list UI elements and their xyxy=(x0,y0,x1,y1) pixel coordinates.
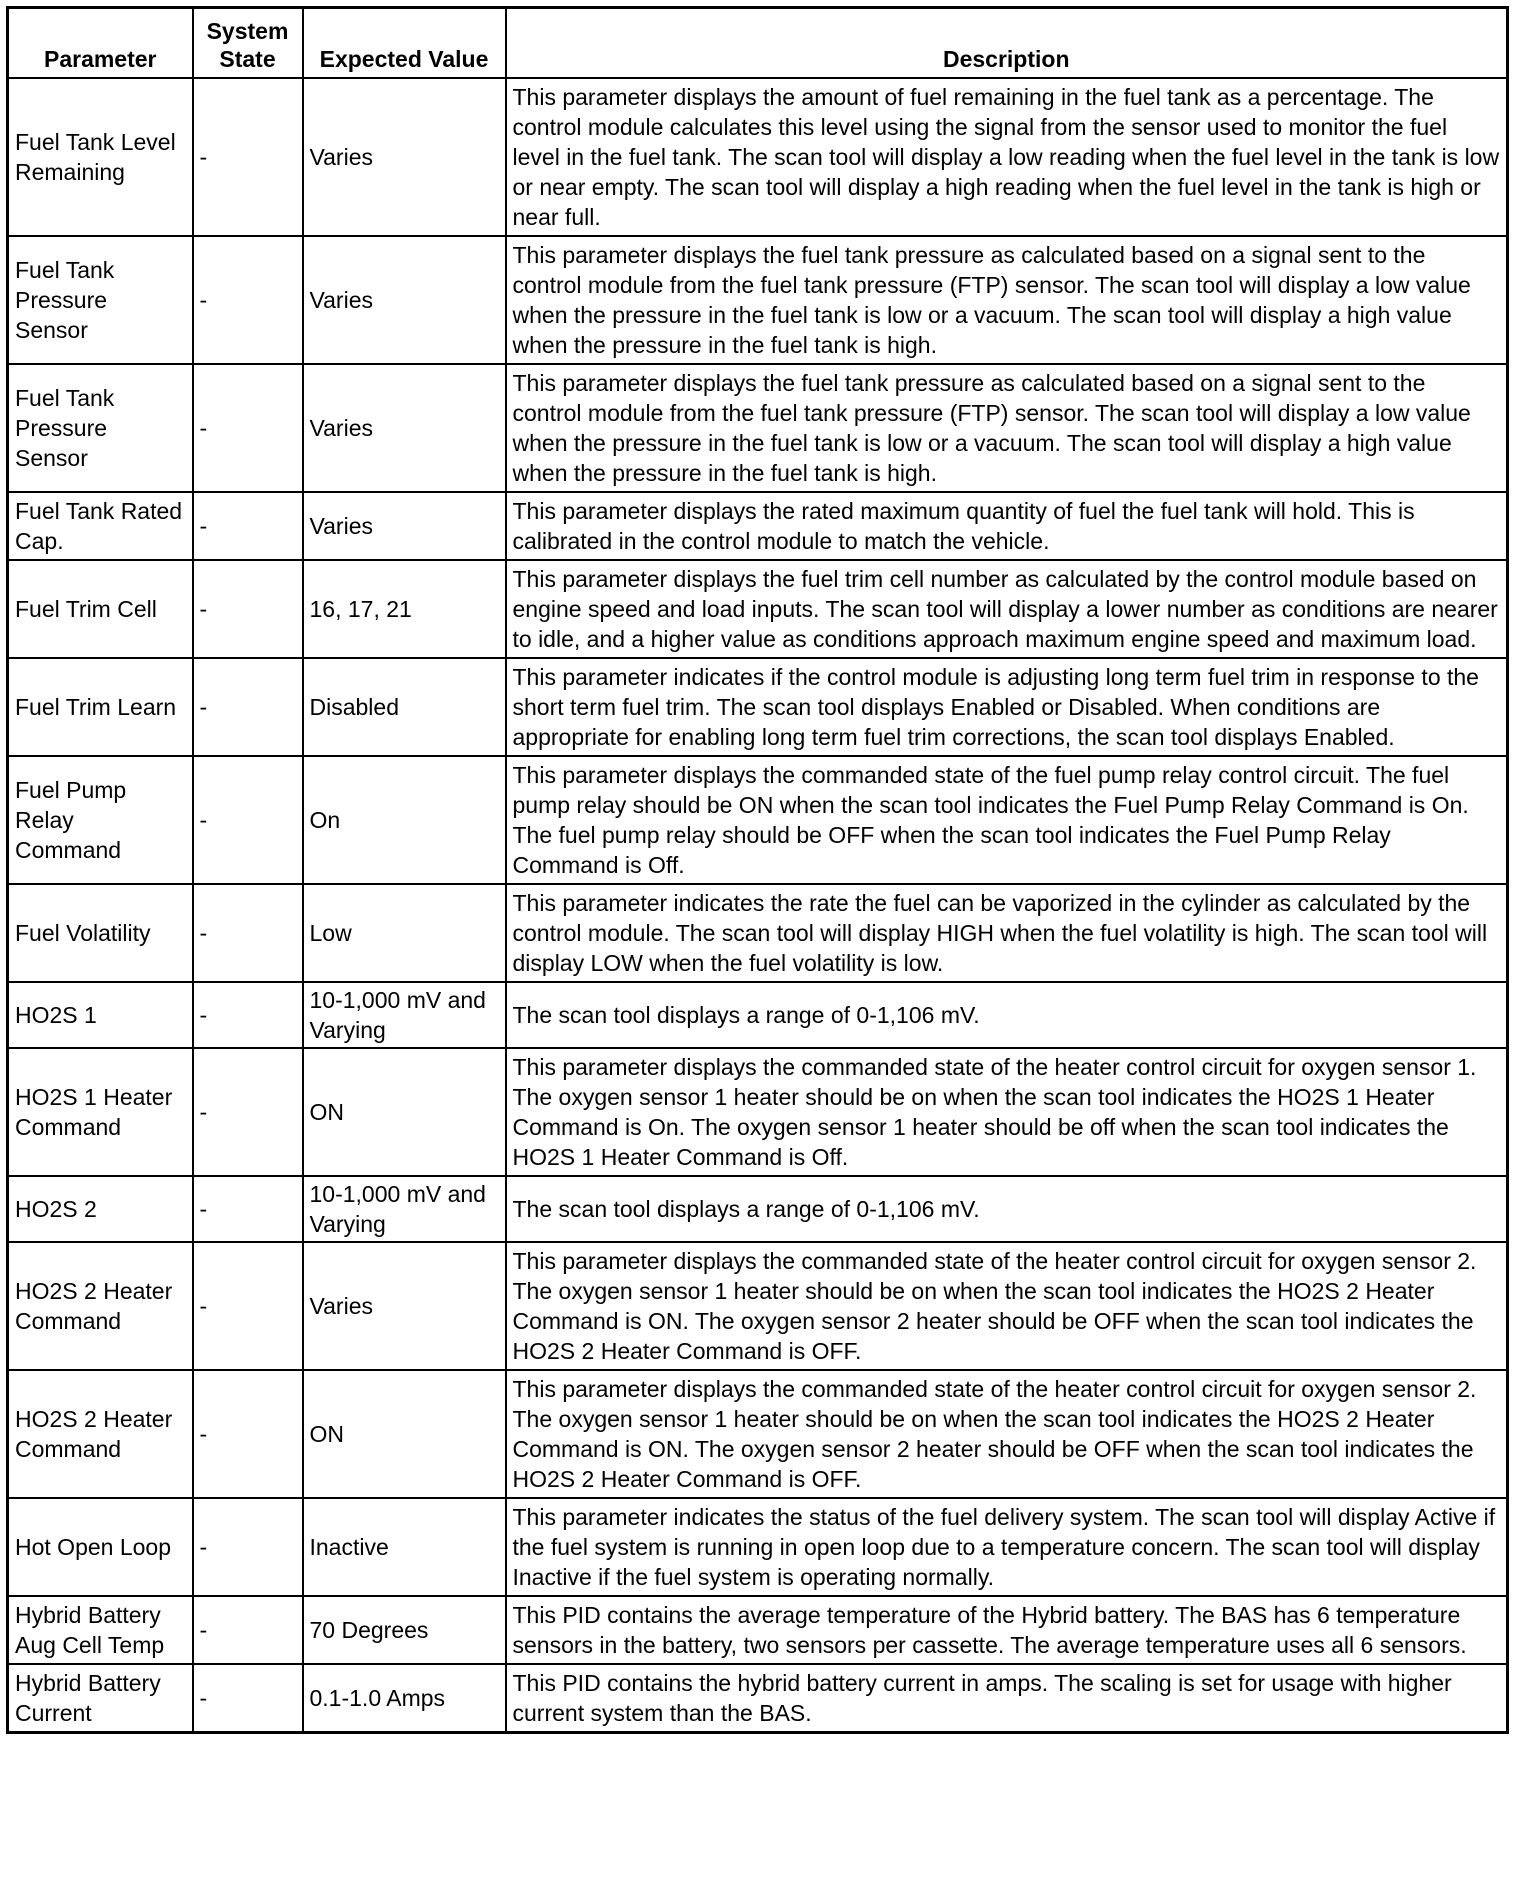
parameter-cell: Fuel Tank Pressure Sensor xyxy=(8,236,193,364)
table-row xyxy=(8,756,1508,884)
system-state-cell: - xyxy=(193,1176,303,1242)
parameter-cell: HO2S 1 Heater Command xyxy=(8,1048,193,1176)
parameter-cell: Fuel Pump Relay Command xyxy=(8,756,193,884)
description-cell: The scan tool displays a range of 0-1,106 mV. xyxy=(506,982,1508,1048)
expected-value-cell: Low xyxy=(303,884,506,982)
header-expected-value: Expected Value xyxy=(303,8,506,79)
system-state-cell: - xyxy=(193,236,303,364)
description-cell: This parameter indicates the status of the fuel delivery system. The scan tool will display Active if the fuel system is running in open loop due to a temperature concern. The scan tool will display Inactive if the fuel system is operating normally. xyxy=(506,1498,1508,1596)
expected-value-cell: 70 Degrees xyxy=(303,1596,506,1664)
description-cell: This parameter displays the commanded state of the heater control circuit for oxygen sensor 2. The oxygen sensor 1 heater should be on when the scan tool indicates the HO2S 2 Heater Command is ON. The oxygen sensor 2 heater should be OFF when the scan tool indicates the HO2S 2 Heater Command is OFF. xyxy=(506,1242,1508,1370)
expected-value-cell: Varies xyxy=(303,236,506,364)
parameter-cell: HO2S 1 xyxy=(8,982,193,1048)
expected-value-cell: ON xyxy=(303,1370,506,1498)
expected-value-cell: 16, 17, 21 xyxy=(303,560,506,658)
system-state-cell: - xyxy=(193,560,303,658)
parameter-table-container xyxy=(6,6,1506,1734)
header-parameter: Parameter xyxy=(8,8,193,79)
table-row xyxy=(8,492,1508,560)
table-row xyxy=(8,78,1508,236)
parameter-cell: Fuel Volatility xyxy=(8,884,193,982)
table-row xyxy=(8,1664,1508,1733)
system-state-cell: - xyxy=(193,364,303,492)
parameter-cell: Fuel Trim Learn xyxy=(8,658,193,756)
description-cell: This parameter displays the fuel tank pressure as calculated based on a signal sent to the control module from the fuel tank pressure (FTP) sensor. The scan tool will display a low value when the pressure in the fuel tank is low or a vacuum. The scan tool will display a high value when the pressure in the fuel tank is high. xyxy=(506,236,1508,364)
description-cell: This parameter displays the fuel tank pressure as calculated based on a signal sent to the control module from the fuel tank pressure (FTP) sensor. The scan tool will display a low value when the pressure in the fuel tank is low or a vacuum. The scan tool will display a high value when the pressure in the fuel tank is high. xyxy=(506,364,1508,492)
system-state-cell: - xyxy=(193,78,303,236)
parameter-table xyxy=(6,6,1509,1734)
description-cell: This parameter displays the amount of fuel remaining in the fuel tank as a percentage. The control module calculates this level using the signal from the sensor used to monitor the fuel level in the fuel tank. The scan tool will display a low reading when the fuel level in the tank is low or near empty. The scan tool will display a high reading when the fuel level in the tank is high or near full. xyxy=(506,78,1508,236)
table-row xyxy=(8,1242,1508,1370)
table-row xyxy=(8,1370,1508,1498)
system-state-cell: - xyxy=(193,1048,303,1176)
table-row xyxy=(8,1596,1508,1664)
description-cell: This PID contains the average temperature of the Hybrid battery. The BAS has 6 temperature sensors in the battery, two sensors per cassette. The average temperature uses all 6 sensors. xyxy=(506,1596,1508,1664)
table-row xyxy=(8,364,1508,492)
system-state-cell: - xyxy=(193,1498,303,1596)
expected-value-cell: Varies xyxy=(303,1242,506,1370)
expected-value-cell: On xyxy=(303,756,506,884)
expected-value-cell: Inactive xyxy=(303,1498,506,1596)
parameter-cell: Fuel Trim Cell xyxy=(8,560,193,658)
table-row xyxy=(8,1176,1508,1242)
description-cell: This PID contains the hybrid battery current in amps. The scaling is set for usage with higher current system than the BAS. xyxy=(506,1664,1508,1733)
system-state-cell: - xyxy=(193,1664,303,1733)
description-cell: This parameter indicates the rate the fuel can be vaporized in the cylinder as calculated by the control module. The scan tool will display HIGH when the fuel volatility is high. The scan tool will display LOW when the fuel volatility is low. xyxy=(506,884,1508,982)
parameter-cell: Fuel Tank Level Remaining xyxy=(8,78,193,236)
table-row xyxy=(8,982,1508,1048)
parameter-cell: HO2S 2 Heater Command xyxy=(8,1370,193,1498)
parameter-cell: Hybrid Battery Current xyxy=(8,1664,193,1733)
parameter-cell: HO2S 2 xyxy=(8,1176,193,1242)
parameter-cell: Hybrid Battery Aug Cell Temp xyxy=(8,1596,193,1664)
expected-value-cell: Varies xyxy=(303,78,506,236)
description-cell: This parameter displays the fuel trim cell number as calculated by the control module based on engine speed and load inputs. The scan tool will display a lower number as conditions are nearer to idle, and a higher value as conditions approach maximum engine speed and maximum load. xyxy=(506,560,1508,658)
system-state-cell: - xyxy=(193,982,303,1048)
system-state-cell: - xyxy=(193,1370,303,1498)
table-row xyxy=(8,1498,1508,1596)
expected-value-cell: Varies xyxy=(303,492,506,560)
description-cell: This parameter displays the rated maximum quantity of fuel the fuel tank will hold. This is calibrated in the control module to match the vehicle. xyxy=(506,492,1508,560)
parameter-cell: Fuel Tank Rated Cap. xyxy=(8,492,193,560)
table-header-row xyxy=(8,8,1508,79)
table-row xyxy=(8,236,1508,364)
system-state-cell: - xyxy=(193,658,303,756)
table-row xyxy=(8,1048,1508,1176)
system-state-cell: - xyxy=(193,1242,303,1370)
expected-value-cell: 0.1-1.0 Amps xyxy=(303,1664,506,1733)
system-state-cell: - xyxy=(193,756,303,884)
system-state-cell: - xyxy=(193,1596,303,1664)
table-row xyxy=(8,560,1508,658)
expected-value-cell: ON xyxy=(303,1048,506,1176)
header-description: Description xyxy=(506,8,1508,79)
table-body xyxy=(8,78,1508,1733)
expected-value-cell: Disabled xyxy=(303,658,506,756)
expected-value-cell: Varies xyxy=(303,364,506,492)
parameter-cell: Hot Open Loop xyxy=(8,1498,193,1596)
table-row xyxy=(8,658,1508,756)
description-cell: The scan tool displays a range of 0-1,106 mV. xyxy=(506,1176,1508,1242)
parameter-cell: Fuel Tank Pressure Sensor xyxy=(8,364,193,492)
description-cell: This parameter displays the commanded state of the heater control circuit for oxygen sensor 1. The oxygen sensor 1 heater should be on when the scan tool indicates the HO2S 1 Heater Command is On. The oxygen sensor 1 heater should be off when the scan tool indicates the HO2S 1 Heater Command is Off. xyxy=(506,1048,1508,1176)
header-system-state: System State xyxy=(193,8,303,79)
system-state-cell: - xyxy=(193,884,303,982)
table-row xyxy=(8,884,1508,982)
expected-value-cell: 10-1,000 mV and Varying xyxy=(303,982,506,1048)
description-cell: This parameter indicates if the control module is adjusting long term fuel trim in response to the short term fuel trim. The scan tool displays Enabled or Disabled. When conditions are appropriate for enabling long term fuel trim corrections, the scan tool displays Enabled. xyxy=(506,658,1508,756)
system-state-cell: - xyxy=(193,492,303,560)
expected-value-cell: 10-1,000 mV and Varying xyxy=(303,1176,506,1242)
description-cell: This parameter displays the commanded state of the fuel pump relay control circuit. The fuel pump relay should be ON when the scan tool indicates the Fuel Pump Relay Command is On. The fuel pump relay should be OFF when the scan tool indicates the Fuel Pump Relay Command is Off. xyxy=(506,756,1508,884)
parameter-cell: HO2S 2 Heater Command xyxy=(8,1242,193,1370)
description-cell: This parameter displays the commanded state of the heater control circuit for oxygen sensor 2. The oxygen sensor 1 heater should be on when the scan tool indicates the HO2S 2 Heater Command is ON. The oxygen sensor 2 heater should be OFF when the scan tool indicates the HO2S 2 Heater Command is OFF. xyxy=(506,1370,1508,1498)
